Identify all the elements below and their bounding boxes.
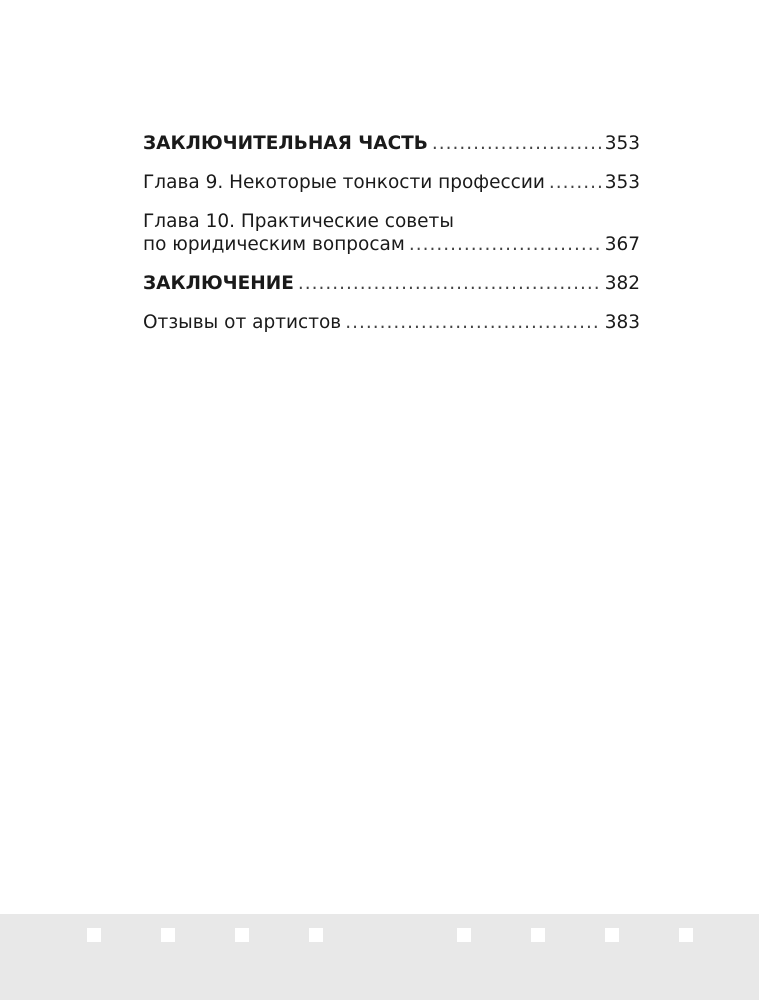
film-perforation-square bbox=[235, 928, 249, 942]
dot-leader bbox=[298, 272, 601, 295]
toc-entry-title: ЗАКЛЮЧИТЕЛЬНАЯ ЧАСТЬ bbox=[143, 133, 428, 154]
toc-entry-title: Глава 9. Некоторые тонкости профессии bbox=[143, 172, 545, 193]
toc-page-number: 367 bbox=[604, 234, 640, 255]
toc-entry-final-part[interactable] bbox=[143, 132, 640, 155]
toc-entry-title: Отзывы от артистов bbox=[143, 312, 342, 333]
toc-entry-chapter-10[interactable] bbox=[143, 210, 640, 256]
film-perforation-square bbox=[87, 928, 101, 942]
film-perforation-square bbox=[309, 928, 323, 942]
toc-entry-title: ЗАКЛЮЧЕНИЕ bbox=[143, 273, 294, 294]
toc-entry-conclusion[interactable] bbox=[143, 272, 640, 295]
film-strip-footer bbox=[0, 914, 759, 1000]
dot-leader bbox=[345, 311, 600, 334]
toc-page-number: 353 bbox=[604, 172, 640, 193]
toc-entry-title-line-2: по юридическим вопросам bbox=[143, 234, 405, 255]
dot-leader bbox=[409, 233, 601, 256]
film-perforation-square bbox=[531, 928, 545, 942]
toc-page-number: 382 bbox=[604, 273, 640, 294]
toc-entry-chapter-9[interactable] bbox=[143, 171, 640, 194]
film-perforation-square bbox=[679, 928, 693, 942]
film-perforation-square bbox=[605, 928, 619, 942]
film-perforation-square bbox=[457, 928, 471, 942]
table-of-contents bbox=[143, 132, 640, 334]
toc-entry-artist-reviews[interactable] bbox=[143, 311, 640, 334]
toc-entry-title-line-1: Глава 10. Практические советы bbox=[143, 211, 454, 232]
toc-page-number: 353 bbox=[604, 133, 640, 154]
film-perforation-square bbox=[161, 928, 175, 942]
dot-leader bbox=[549, 171, 601, 194]
toc-page-number: 383 bbox=[604, 312, 640, 333]
dot-leader bbox=[432, 132, 601, 155]
